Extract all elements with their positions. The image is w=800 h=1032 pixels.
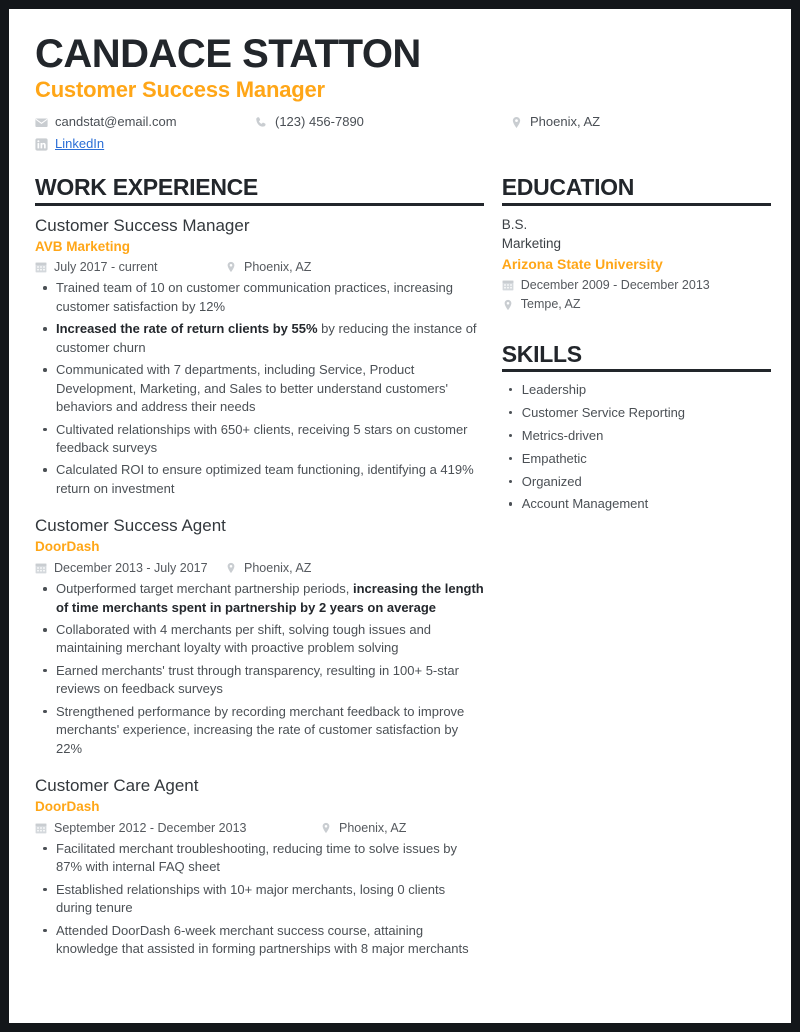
map-pin-icon	[225, 261, 237, 273]
skill-item: Organized	[502, 473, 771, 491]
resume-page	[9, 9, 791, 1023]
job-bullet	[35, 279, 484, 316]
job-title: Customer Success Manager	[35, 215, 250, 235]
job-title: Customer Success Agent	[35, 516, 226, 536]
section-rule	[35, 203, 484, 206]
calendar-icon	[35, 261, 47, 273]
job-bullet	[35, 621, 484, 658]
job-bullet	[35, 421, 484, 458]
candidate-name: CANDACE STATTON	[35, 32, 421, 76]
job-dates-text: July 2017 - current	[54, 260, 158, 275]
job-entry	[35, 215, 484, 499]
section-spacer	[502, 315, 771, 342]
education-field: Marketing	[501, 236, 562, 252]
job-bullet	[35, 361, 484, 416]
job-dates-text: September 2012 - December 2013	[54, 820, 247, 835]
job-bullet	[35, 580, 484, 617]
resume-body	[35, 175, 771, 958]
bullet-bold-text: Increased the rate of return clients by 55%	[56, 321, 318, 337]
contact-linkedin[interactable]	[35, 135, 104, 154]
bullet-text: Communicated with 7 departments, including Service, Product Development, Marketing, and Sales to better understand customers' behaviors and address their needs	[56, 362, 448, 415]
section-rule	[502, 203, 771, 206]
job-title: Customer Care Agent	[35, 776, 199, 796]
section-title-skills: SKILLS	[501, 340, 582, 367]
contact-phone[interactable]	[255, 113, 510, 132]
job-bullet	[35, 881, 484, 918]
job-entry	[35, 775, 484, 958]
left-column	[35, 175, 502, 958]
map-pin-icon	[225, 562, 237, 574]
bullet-text: Outperformed target merchant partnership periods,	[56, 581, 353, 597]
job-bullets	[35, 580, 484, 758]
skill-item: Empathetic	[502, 450, 771, 468]
job-location	[225, 559, 311, 577]
skill-item: Leadership	[502, 381, 771, 399]
job-meta	[35, 559, 484, 577]
bullet-text: Established relationships with 10+ major merchants, losing 0 clients during tenure	[56, 881, 446, 916]
education-school: Arizona State University	[501, 255, 663, 272]
job-bullet	[35, 703, 484, 758]
section-title-education: EDUCATION	[501, 174, 635, 201]
skills-list	[502, 381, 771, 514]
job-bullet	[35, 662, 484, 699]
job-bullets	[35, 840, 484, 959]
map-pin-icon	[320, 822, 332, 834]
job-company: DoorDash	[35, 799, 100, 815]
envelope-icon	[35, 116, 48, 129]
section-rule	[502, 369, 771, 372]
job-location	[320, 819, 406, 837]
bullet-text: Facilitated merchant troubleshooting, reducing time to solve issues by 87% with internal FAQ sheet	[56, 840, 458, 875]
bullet-text: Trained team of 10 on customer communication practices, increasing customer satisfaction by 12%	[56, 280, 453, 314]
calendar-icon	[502, 279, 514, 291]
job-entry	[35, 515, 484, 758]
bullet-bold-text: increasing the length of time merchants spent in partnership by 2 years on average	[56, 581, 484, 615]
education-dates	[502, 276, 771, 294]
bullet-text: Collaborated with 4 merchants per shift, solving tough issues and maintaining merchant loyalty with proactive problem solving	[56, 622, 432, 656]
contact-phone-text: (123) 456-7890	[275, 113, 364, 129]
right-column	[502, 175, 771, 958]
job-dates-text: December 2013 - July 2017	[54, 561, 208, 575]
job-bullet	[35, 922, 484, 959]
contact-row-primary	[35, 113, 771, 132]
job-dates	[35, 559, 225, 577]
bullet-text: Earned merchants' trust through transparency, resulting in 100+ 5-star reviews on feedback surveys	[56, 662, 459, 697]
job-location-text: Phoenix, AZ	[244, 260, 312, 275]
job-company: DoorDash	[35, 539, 100, 555]
contact-row-secondary	[35, 135, 771, 154]
calendar-icon	[35, 822, 47, 834]
map-pin-icon	[510, 116, 523, 129]
education-dates-text: December 2009 - December 2013	[520, 278, 710, 293]
education-entry	[502, 215, 771, 314]
job-dates	[35, 819, 320, 837]
phone-icon	[255, 116, 268, 129]
bullet-text: Cultivated relationships with 650+ clients, receiving 5 stars on customer feedback surveys	[56, 421, 468, 455]
job-meta	[35, 258, 484, 276]
bullet-text: by reducing the instance of customer churn	[56, 321, 477, 355]
contact-location	[510, 113, 600, 132]
job-bullets	[35, 279, 484, 498]
job-location-text: Phoenix, AZ	[339, 820, 407, 835]
skill-item: Customer Service Reporting	[502, 404, 771, 422]
map-pin-icon	[502, 299, 514, 311]
contact-email-text: candstat@email.com	[55, 113, 177, 129]
job-bullet	[35, 320, 484, 357]
resume-header	[35, 33, 771, 153]
skill-item: Metrics-driven	[502, 427, 771, 445]
bullet-text: Attended DoorDash 6-week merchant success course, attaining knowledge that assisted in forming partnerships with 8 major merchants	[56, 922, 469, 957]
contact-email[interactable]	[35, 113, 255, 132]
job-meta	[35, 819, 484, 837]
job-bullet	[35, 461, 484, 498]
section-title-work-experience: WORK EXPERIENCE	[35, 174, 258, 201]
job-company: AVB Marketing	[35, 238, 131, 254]
bullet-text: Strengthened performance by recording merchant feedback to improve merchants' experience, increasing the rate of customer satisfaction by 22%	[56, 703, 465, 756]
calendar-icon	[35, 562, 47, 574]
education-degree: B.S.	[501, 216, 528, 232]
bullet-text: Calculated ROI to ensure optimized team functioning, identifying a 419% return on investment	[56, 462, 474, 496]
job-bullet	[35, 840, 484, 877]
linkedin-link-text[interactable]: LinkedIn	[55, 135, 105, 151]
candidate-headline: Customer Success Manager	[35, 77, 325, 103]
job-location-text: Phoenix, AZ	[244, 561, 312, 575]
job-dates	[35, 258, 225, 276]
job-location	[225, 258, 311, 276]
skill-item: Account Management	[502, 495, 771, 513]
education-location-text: Tempe, AZ	[520, 297, 581, 312]
linkedin-icon	[35, 138, 48, 151]
contact-location-text: Phoenix, AZ	[530, 113, 601, 129]
education-location	[502, 295, 771, 313]
